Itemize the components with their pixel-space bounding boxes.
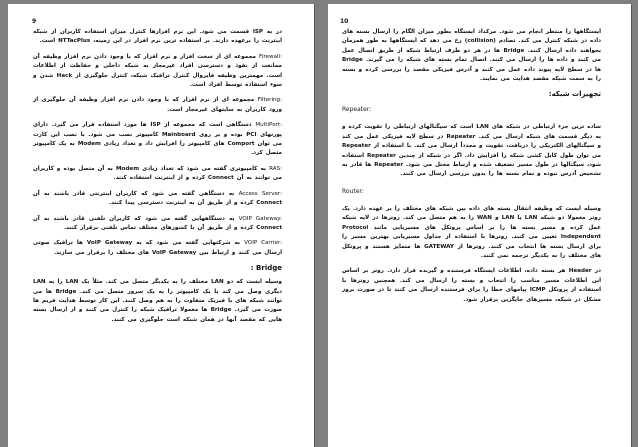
left-page-content [33,28,282,437]
intro-paragraph: در به ISP قسمت می شود. این نرم افزارها کنترل میزان استفاده کاربران از شبکه اینترنت را برعهده دارند. بر استفاده ترین نرم افزار در این زمینه، NTTacPlus است. [33,29,282,45]
left-page [8,4,314,447]
bridge-paragraph: وسیله ایست که دو LAN مختلف را به یکدیگر متصل می کند. مثلاً یک LAN را به LAN دیگری وصل می کند یا یک کامپیوتر را به یک سرور متصل می کند. Bridge ها می توانند شبکه های با فیزیک متفاوت را به هم وصل کنند. این کار توسط هدایت فریم ها صورت می گیرد. Bridge ها معمولا ترافیک شبکه را کنترل می کنند و از ارسال بسته هایی که مقصد آنها در همان شبکه است جلوگیری می کنند. [33,279,282,323]
definition-paragraph [33,239,282,258]
definition-text: مجموعه ای از نرم افزار که با وجود دادن نرم افزار وظیفه آن جلوگیری از ورود کاربران به سایتهای غیرمجاز است. [33,97,282,113]
definition-paragraph [33,215,282,234]
definition-paragraph [33,53,282,91]
definition-text: دستگاهی است که مجموعه از ISP ها مورد استفاده قرار می گیرد. دارای پورتهای PCI بوده و بر روی Mainboard کامپیوتر نصب می شود. با نصب این کارت می توان Comport های کامپیوتر را افزایش داد و تعداد زیادی Modem به یک کامپیوتر متصل کرد. [33,122,282,157]
definition-text: به شرکتهایی گفته می شود که به VoIP Gateway ها ترافیک صوتی ارسال می کنند و ارتباط بین VoIP Gateway های مختلف را برقرار می سازند. [33,240,282,256]
definitions-list [33,53,282,258]
network-devices-heading: تجهیزات شبکه: [548,90,601,99]
page-number: 10 [340,18,349,25]
repeater-heading: Repeater: [342,106,372,114]
definition-paragraph [33,165,282,184]
definition-paragraph [33,121,282,159]
definition-term: Filtering: [257,97,282,104]
definition-paragraph [33,190,282,209]
right-page [328,4,631,447]
right-page-content [342,28,601,437]
definition-text: به دستگاهی گفته می شود که کاربران اینترنتی قادر باشند به آن Connect کرده و از طریق آن به اینترنت دسترسی پیدا کنند. [33,190,282,207]
definition-text: به کامپیوتری گفته می شود که تعداد زیادی Modem به آن متصل بوده و کاربران می توانند به آن Connect کرده و از اینترنت استفاده کنند. [33,165,282,182]
definition-paragraph [33,96,282,115]
intro-paragraph: ایستگاهها را منتظر انجام می شود. مرکداد ایستگاه بطور میزان الگام را ارسال بسته های داده در شبکه کنترل می کند. تصادم (collision) رخ می دهد که ایستگاهها به طور همزمان بخواهند داده ارسال کنند. Bridge ها در هر دو طرف ارتباط شبکه از طریق اتصال عمل می کنند و داده ها را ارسال می کنند. اتصال تمام بسته های شبکه را می گیرند. Bridge ها در سطح لایه پیوند داده عمل می کنند و آدرس فیزیکی مقصد را بررسی کرده و بسته را به سمت شبکه مقصد هدایت می نمایند. [342,29,602,83]
definition-term: Firewall: [259,53,282,60]
definition-term: VOIP Gateway: [238,215,282,222]
definition-term: RAS: [269,165,282,172]
definition-term: VOIP Carrier: [244,240,282,247]
page-number: 9 [32,18,37,25]
bridge-heading: Bridge : [250,264,282,273]
header-paragraph: در Header هر بسته داده، اطلاعات ایستگاه فرستنده و گیرنده قرار دارد. روتر بر اساس این اطلاعات مسیر مناسب را انتخاب و بسته را ارسال می کند. همچنین روترها با استفاده از پروتکل ICMP پیامهای خطا را برای فرستنده ارسال می کنند تا در صورت بروز مشکل در شبکه، مسیرهای جایگزین برقرار شود. [342,268,601,303]
router-paragraph: وسیله ایست که وظیفه انتقال بسته های داده بین شبکه های مختلف را بر عهده دارد. یک روتر معمولا دو شبکه LAN یا LAN و WAN را به هم متصل می کند. روترها در لایه شبکه عمل کرده و مسیر بسته ها را بر اساس پروتکل های مسیریابی مانند Protocol Independent تعیین می کنند. روترها با استفاده از جداول مسیریابی بهترین مسیر را برای ارسال بسته ها انتخاب می کنند. روترها از GATEWAY ها متمایز هستند و پروتکل های مختلف را به یکدیگر ترجمه نمی کنند. [342,205,601,259]
definition-term: MultiPort: [255,122,283,129]
definition-text: به دستگاههایی گفته می شود که کاربران تلفنی قادر باشند به آن Connect کرده و از طریق آن با کشورهای مختلف تماس تلفنی برقرار کنند. [33,215,282,231]
definition-term: Access Server: [238,190,282,197]
router-heading: Router: [342,187,364,195]
repeater-paragraph: ساده ترین جزء ارتباطی در شبکه های LAN است که سیگنالهای ارتباطی را تقویت کرده و به دیگر قسمت های شبکه ارسال می کند. Repeater در سطح لایه فیزیکی عمل می کند و سیگنالهای الکتریکی را دریافت، تقویت و مجدداً ارسال می کند. با استفاده از Repeater می توان طول کابل کشی شبکه را افزایش داد. اگر در شبکه از چندین Repeater استفاده شود، سیگنالها در طول مسیر تضعیف شده و ارتباط مختل می شود. Repeater ها قادر به تشخیص آدرس نبوده و تمام بسته ها را بدون بررسی ارسال می کنند. [342,124,602,178]
definition-text: مجموعه ای از سخت افزار و نرم افزار که با وجود دادن نرم افزار وظیفه آن ممانعت از نفوذ و دسترسی افراد غیرمجاز به شبکه داخلی و حفاظت از اطلاعات است. مهمترین وظیفه فایروال کنترل ترافیک شبکه، کنترل جلوگیری از Hack شدن و سوء استفاده توسط افراد است. [33,53,282,89]
